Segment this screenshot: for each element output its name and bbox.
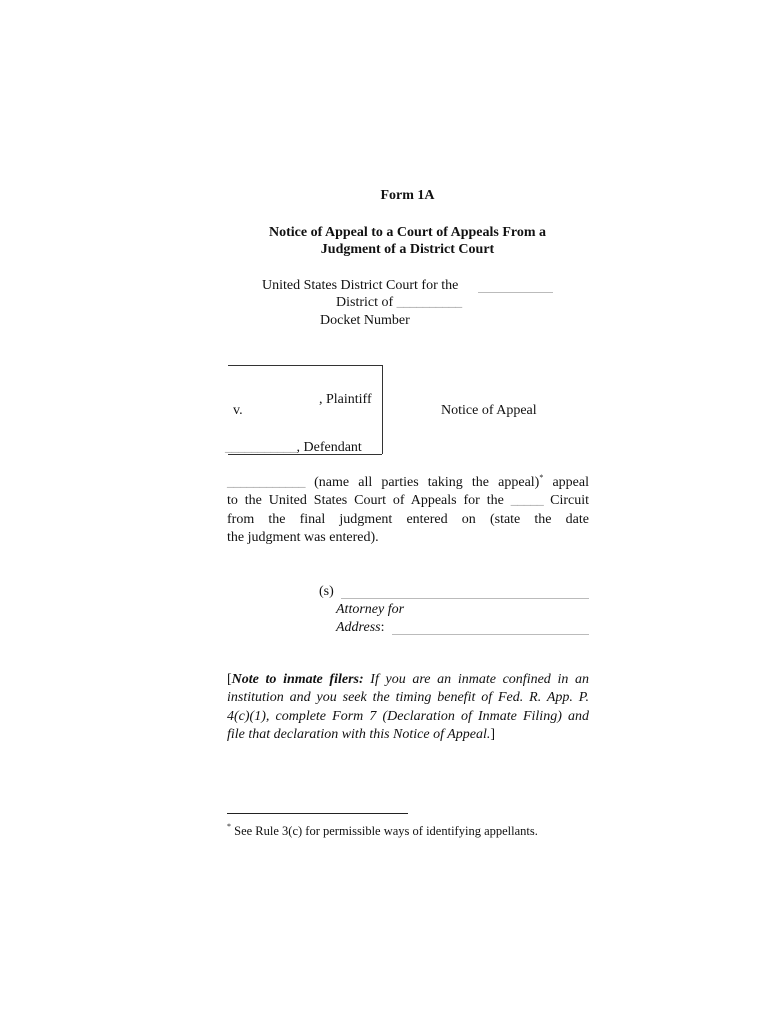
defendant-blank[interactable]: ___________ (225, 440, 297, 455)
notice-of-appeal-heading: Notice of Appeal (441, 403, 537, 418)
judgment-entered-text: from the final judgment entered on (227, 511, 476, 527)
court-of-appeals-text: to the United States Court of Appeals for the (227, 493, 504, 509)
note-open-bracket: [ (227, 672, 232, 687)
appeal-paragraph (227, 474, 589, 547)
form-title-line-1: Notice of Appeal to a Court of Appeals From a (269, 225, 546, 240)
form-title-line-2: Judgment of a District Court (320, 242, 495, 257)
address-line[interactable] (392, 634, 589, 635)
appeal-word: appeal (552, 475, 589, 490)
inmate-note-line-2: institution and you seek the timing benefit of Fed. R. App. P. (227, 690, 589, 706)
district-label: District of (336, 295, 394, 310)
signature-label: (s) (319, 584, 334, 599)
signature-line[interactable] (341, 598, 589, 599)
inmate-note-line-3: 4(c)(1), complete Form 7 (Declaration of Inmate Filing) and (227, 708, 589, 724)
appeal-line-3 (227, 511, 589, 529)
footnote-text: See Rule 3(c) for permissible ways of identifying appellants. (234, 824, 538, 838)
note-close-bracket: ] (490, 726, 496, 742)
parties-instruction: (name all parties taking the appeal) (314, 475, 540, 490)
attorney-for-label: Attorney for (336, 602, 405, 617)
form-label: Form 1A (380, 188, 435, 203)
circuit-word: Circuit (550, 493, 590, 509)
court-line-1 (262, 277, 458, 295)
inmate-note-line-4 (227, 726, 589, 744)
caption-top-rule (228, 365, 382, 366)
court-line-2 (336, 294, 462, 312)
inmate-note-line-1 (227, 671, 589, 689)
court-name-blank[interactable] (478, 292, 553, 293)
address-label: Address (336, 620, 381, 635)
court-name-label: United States District Court for the (262, 278, 459, 293)
address-row: Address: (336, 620, 385, 635)
versus-label: v. (233, 403, 243, 418)
footnote (227, 823, 538, 839)
circuit-blank[interactable]: _____ (510, 493, 544, 509)
footnote-separator (227, 813, 408, 814)
note-label: Note to inmate filers: (231, 672, 364, 687)
state-date-instruction: (state the date (489, 511, 589, 527)
appeal-line-2 (227, 492, 589, 510)
footnote-ref: * (539, 473, 544, 482)
parties-blank[interactable]: ____________ (227, 475, 305, 490)
plaintiff-label: , Plaintiff (319, 392, 372, 407)
note-line-4-text: file that declaration with this Notice of Appeal. (227, 726, 491, 742)
defendant-label: , Defendant (296, 440, 362, 455)
caption-bottom-rule (228, 454, 382, 455)
district-blank[interactable]: __________ (396, 295, 462, 310)
inmate-note (227, 671, 589, 744)
caption-right-rule (382, 365, 383, 454)
footnote-mark: * (227, 822, 231, 831)
note-line-1-rest: If you are an inmate confined in an (370, 672, 589, 687)
docket-number-label: Docket Number (320, 313, 410, 328)
appeal-line-4: the judgment was entered). (227, 529, 379, 545)
appeal-line-1 (227, 474, 589, 492)
